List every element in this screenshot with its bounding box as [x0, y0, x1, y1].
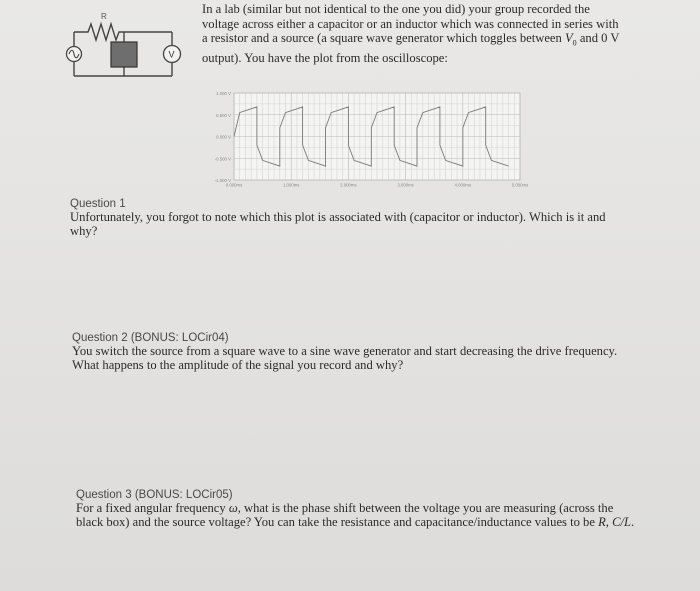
oscilloscope-plot	[200, 88, 534, 190]
resistor-symbol	[74, 24, 172, 40]
y-tick-label: 1.000 V	[216, 91, 231, 96]
intro-paragraph	[202, 2, 622, 66]
question-2	[72, 332, 632, 373]
rcl-symbols: R, C/L	[598, 515, 631, 530]
question-1-heading: Question 1	[70, 198, 126, 210]
y-tick-label: -1.000 V	[214, 178, 231, 183]
v0-subscript: 0	[572, 38, 577, 48]
question-3-text-after: , what is the phase shift between the voltage you are measuring (across the black box) and the source voltage? You can take the resistance and capacitance/inductance values to be	[76, 501, 614, 530]
intro-text-after: and 0 V output). You have the plot from the oscilloscope:	[202, 31, 620, 66]
x-tick-label: 1.000ms	[282, 182, 300, 188]
question-2-body: You switch the source from a square wave to a sine wave generator and start decreasing the drive frequency. What happens to the amplitude of the signal you record and why?	[72, 344, 618, 373]
x-tick-label: 5.000ms	[511, 182, 529, 188]
y-tick-label: -0.500 V	[214, 156, 231, 162]
question-3-end: .	[630, 515, 635, 530]
intro-text-before: In a lab (similar but not identical to the one you did) your group recorded the voltage across either a capacitor or an inductor which was connected in series with a resistor and a source (a square wave generator which toggles between	[202, 2, 619, 46]
question-3-text-before: For a fixed angular frequency	[76, 501, 229, 515]
y-tick-label: 0.500 V	[216, 112, 231, 118]
omega-symbol: ω	[228, 501, 238, 515]
circuit-diagram	[60, 10, 194, 88]
x-tick-label: 2.000ms	[340, 182, 357, 188]
question-3	[76, 489, 636, 530]
black-box	[111, 42, 137, 67]
question-1-body: Unfortunately, you forgot to note which this plot is associated with (capacitor or inductor). Which is it and why?	[70, 210, 606, 239]
ac-source-icon	[67, 47, 82, 62]
question-1	[70, 198, 630, 239]
voltmeter-label: V	[168, 49, 175, 60]
x-tick-label: 3.000ms	[397, 182, 414, 188]
voltmeter-icon	[164, 46, 181, 63]
resistor-label: R	[101, 12, 107, 21]
question-3-heading: Question 3 (BONUS: LOCir05)	[76, 489, 233, 501]
y-tick-label: 0.000 V	[216, 134, 231, 140]
question-2-heading: Question 2 (BONUS: LOCir04)	[72, 332, 229, 344]
question-3-body	[76, 501, 636, 530]
x-tick-label: 4.000ms	[454, 182, 472, 188]
x-tick-label: 0.000ms	[225, 182, 243, 188]
v0-symbol: V	[564, 31, 573, 46]
